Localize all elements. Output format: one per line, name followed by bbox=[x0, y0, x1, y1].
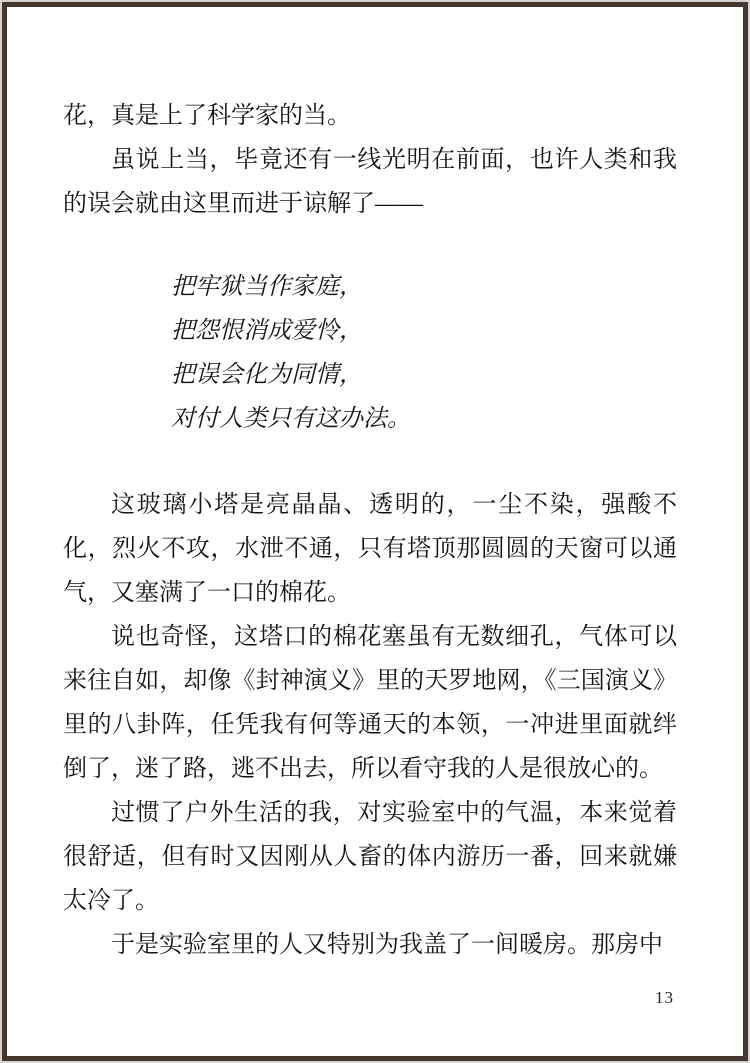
poem-line: 对付人类只有这办法。 bbox=[171, 406, 411, 432]
poem-line: 把牢狱当作家庭， bbox=[171, 274, 363, 300]
paragraph: 这玻璃小塔是亮晶晶、透明的，一尘不染，强酸不化，烈火不攻，水泄不通，只有塔顶那圆圆的天窗可以通气，又塞满了一口的棉花。 bbox=[63, 492, 677, 606]
paragraph: 过惯了户外生活的我，对实验室中的气温，本来觉着很舒适，但有时又因刚从人畜的体内游历一番，回来就嫌太冷了。 bbox=[63, 800, 677, 914]
page-text-block bbox=[7, 7, 743, 1056]
paragraph-intro: 虽说上当，毕竟还有一线光明在前面，也许人类和我的误会就由这里而进于谅解了—— bbox=[63, 147, 677, 217]
poem-line: 把误会化为同情， bbox=[171, 362, 363, 388]
poem-line: 把怨恨消成爱怜， bbox=[171, 318, 363, 344]
paragraph: 于是实验室里的人又特别为我盖了一间暖房。那房中 bbox=[111, 932, 663, 958]
page-number: 13 bbox=[655, 988, 674, 1007]
paragraph: 说也奇怪，这塔口的棉花塞虽有无数细孔，气体可以来往自如，却像《封神演义》里的天罗地网，《三国演义》里的八卦阵，任凭我有何等通天的本领，一冲进里面就绊倒了，迷了路，逃不出去，所以看守我的人是很放心的。 bbox=[63, 624, 677, 782]
paragraph-continued: 花，真是上了科学家的当。 bbox=[63, 103, 351, 129]
page-frame bbox=[2, 2, 748, 1061]
poem-block bbox=[171, 265, 677, 441]
